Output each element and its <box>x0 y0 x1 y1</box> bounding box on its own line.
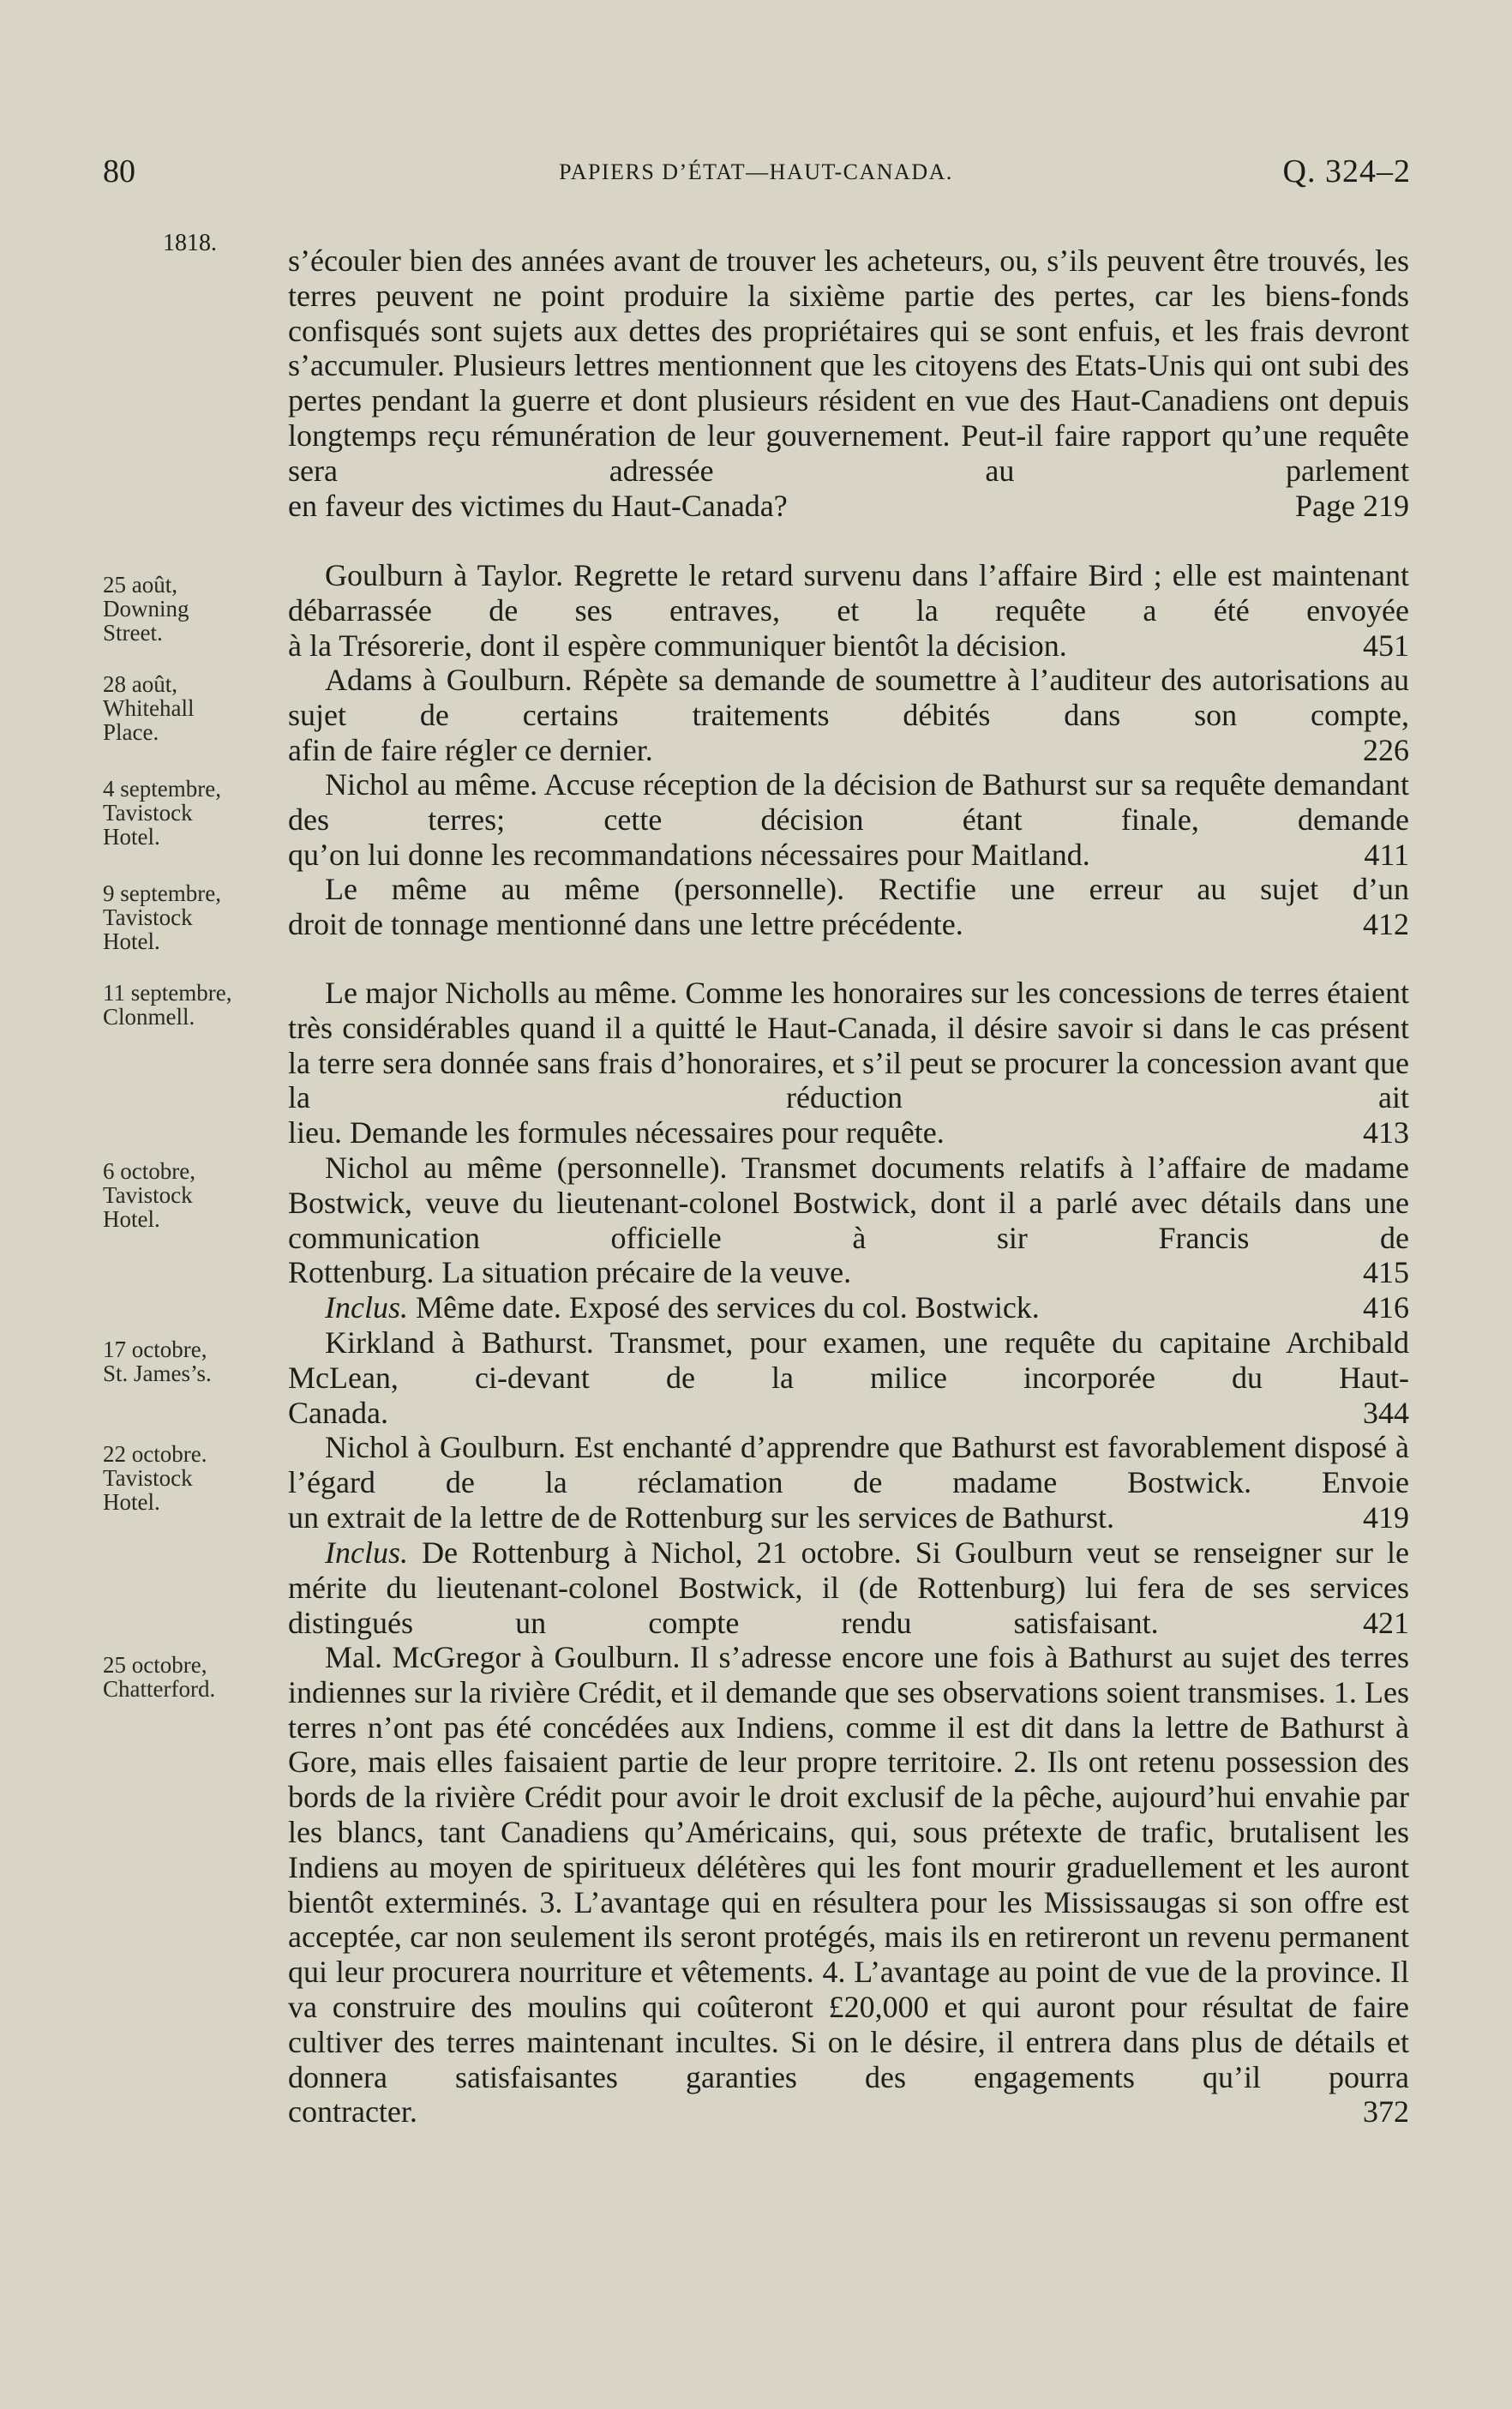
entry-page-ref: 412 <box>1363 906 1409 941</box>
entry-page-ref: 226 <box>1363 732 1409 767</box>
entry-2 <box>288 663 1409 767</box>
intro-last-line <box>288 489 1409 524</box>
margin-place: St. James’s. <box>103 1361 212 1386</box>
entry-text: De Rottenburg à Nichol, 21 octobre. Si Goulburn veut se renseigner sur le mérite du lieutenant-colonel Bostwick, il (de Rottenburg) lui fera de ses services distingués un compte rendu satisfaisant. <box>288 1535 1409 1640</box>
margin-place: Tavistock <box>103 1465 193 1491</box>
entry-last-line <box>288 1255 1409 1290</box>
entry-last-text: afin de faire régler ce dernier. <box>288 732 653 767</box>
entry-last-text: qu’on lui donne les recommandations nécessaires pour Maitland. <box>288 837 1090 872</box>
entry-last-text: Rottenburg. La situation précaire de la veuve. <box>288 1255 852 1290</box>
entry-4 <box>288 872 1409 942</box>
entry-text: Nichol au même (personnelle). Transmet documents relatifs à l’affaire de madame Bostwick, veuve du lieutenant-colonel Bostwick, dont il a parlé avec détails dans une communication officielle à sir Francis de <box>288 1150 1409 1255</box>
entry-text: Le major Nicholls au même. Comme les honoraires sur les concessions de terres étaient très considérables quand il a quitté le Haut-Canada, il désire savoir si dans le cas présent la terre sera donnée sans frais d’honoraires, et s’il peut se procurer la concession avant que la réduction ait <box>288 976 1409 1115</box>
margin-date: 22 octobre. <box>103 1441 207 1467</box>
margin-note-4 <box>103 881 283 953</box>
margin-date: 11 septembre, <box>103 980 232 1006</box>
entry-page-ref: 451 <box>1363 628 1409 663</box>
entry-last-line <box>288 1115 1409 1150</box>
entry-9 <box>288 1430 1409 1535</box>
margin-note-11 <box>103 1653 283 1701</box>
entry-intro <box>288 243 1409 523</box>
entry-last-text: Canada. <box>288 1395 388 1430</box>
entry-last-line <box>288 2094 1409 2130</box>
margin-note-1 <box>103 573 283 645</box>
entry-text: Nichol à Goulburn. Est enchanté d’apprendre que Bathurst est favorablement disposé à l’égard de la réclamation de madame Bostwick. Envoie <box>288 1430 1409 1499</box>
year-label: 1818. <box>163 230 217 256</box>
entry-page-ref: 419 <box>1363 1499 1409 1535</box>
entry-page-ref: 411 <box>1364 837 1409 872</box>
entry-page-ref: 413 <box>1363 1115 1409 1150</box>
margin-note-8 <box>103 1337 283 1385</box>
inclus-label: Inclus. <box>325 1535 408 1570</box>
entry-last-line <box>288 1500 1409 1535</box>
page-number: 80 <box>103 153 135 189</box>
entry-text: Nichol au même. Accuse réception de la décision de Bathurst sur sa requête demandant des terres; cette décision étant finale, demande <box>288 767 1409 837</box>
entry-line-wrap <box>325 1290 1040 1325</box>
entry-last-text: un extrait de la lettre de de Rottenburg sur les services de Bathurst. <box>288 1499 1115 1535</box>
margin-date: 6 octobre, <box>103 1158 195 1184</box>
margin-note-6 <box>103 1159 283 1231</box>
margin-date: 28 août, <box>103 671 177 697</box>
entry-text-wrap <box>288 1535 1409 1640</box>
margin-note-5 <box>103 981 283 1029</box>
entry-5 <box>288 976 1409 1150</box>
archive-reference: Q. 324–2 <box>1282 153 1411 189</box>
margin-place: Clonmell. <box>103 1004 195 1030</box>
entry-last-text: droit de tonnage mentionné dans une lettre précédente. <box>288 906 963 941</box>
page-header <box>0 153 1512 195</box>
margin-note-2 <box>103 672 283 744</box>
margin-place: Tavistock <box>103 1182 193 1208</box>
margin-place: Hotel. <box>103 928 160 954</box>
margin-place: Hotel. <box>103 1489 160 1515</box>
entry-page-ref: 415 <box>1363 1255 1409 1290</box>
entry-text: Goulburn à Taylor. Regrette le retard survenu dans l’affaire Bird ; elle est maintenant débarrassée de ses entraves, et la requête a été envoyée <box>288 558 1409 628</box>
entry-page-ref: 344 <box>1363 1395 1409 1430</box>
intro-text: s’écouler bien des années avant de trouver les acheteurs, ou, s’ils peuvent être trouvés, les terres peuvent ne point produire la sixième partie des pertes, car les biens-fonds confisqués sont sujets aux dettes des propriétaires qui se sont enfuis, et les frais devront s’accumuler. Plusieurs lettres mentionnent que les citoyens des Etats-Unis qui ont subi des pertes pendant la guerre et dont plusieurs résident en vue des Haut-Canadiens ont depuis longtemps reçu rémunération de leur gouvernement. Peut-il faire rapport qu’une requête sera adressée au parlement <box>288 243 1409 488</box>
entry-6 <box>288 1150 1409 1290</box>
margin-place: Tavistock <box>103 800 193 826</box>
margin-date: 4 septembre, <box>103 776 221 802</box>
entry-last-line <box>288 628 1409 664</box>
margin-date: 25 octobre, <box>103 1652 207 1678</box>
intro-last-text: en faveur des victimes du Haut-Canada? <box>288 488 788 523</box>
entry-3 <box>288 767 1409 872</box>
entry-page-ref: 416 <box>1363 1290 1409 1325</box>
entry-8 <box>288 1325 1409 1430</box>
entry-11 <box>288 1640 1409 2130</box>
margin-place: Tavistock <box>103 904 193 930</box>
entry-last-line <box>288 1396 1409 1431</box>
margin-date: 17 octobre, <box>103 1337 207 1362</box>
entry-last-text: lieu. Demande les formules nécessaires pour requête. <box>288 1115 945 1150</box>
entry-last-line <box>288 733 1409 768</box>
entry-page-ref: 372 <box>1363 2094 1409 2130</box>
entry-last-line <box>288 1290 1409 1325</box>
margin-date: 25 août, <box>103 572 177 598</box>
entry-text: Mal. McGregor à Goulburn. Il s’adresse encore une fois à Bathurst au sujet des terres indiennes sur la rivière Crédit, et il demande que ses observations soient transmises. 1. Les terres n’ont pas été concédées aux Indiens, comme il est dit dans la lettre de Bathurst à Gore, mais elles faisaient partie de leur propre territoire. 2. Ils ont retenu possession des bords de la rivière Crédit pour avoir le droit exclusif de la pêche, aujourd’hui envahie par les blancs, tant Canadiens qu’Américains, qui, sous prétexte de trafic, brutalisent les Indiens au moyen de spiritueux délétères qui les font mourir graduellement et les auront bientôt exterminés. 3. L’avantage qui en résultera pour les Mississaugas si son offre est acceptée, car non seulement ils seront protégés, mais ils en retireront un revenu permanent qui leur procurera nourriture et vêtements. 4. L’avantage au point de vue de la province. Il va construire des moulins qui coûteront £20,000 et qui auront pour résultat de faire cultiver des terres maintenant incultes. Si on le désire, il entrera dans plus de détails et donnera satisfaisantes garanties des engagements qu’il pourra <box>288 1640 1409 2094</box>
margin-place: Whitehall <box>103 695 195 721</box>
entry-last-text: contracter. <box>288 2094 417 2130</box>
inclus-label: Inclus. <box>325 1290 408 1325</box>
margin-place: Hotel. <box>103 824 160 850</box>
entry-text: Adams à Goulburn. Répète sa demande de soumettre à l’auditeur des autorisations au sujet de certains traitements débités dans son compte, <box>288 663 1409 732</box>
margin-place: Chatterford. <box>103 1676 216 1702</box>
intro-page-ref: Page 219 <box>1295 488 1409 523</box>
margin-place: Downing <box>103 596 189 622</box>
margin-place: Place. <box>103 719 159 745</box>
entry-text: Le même au même (personnelle). Rectifie une erreur au sujet d’un <box>325 872 1409 906</box>
entry-last-line <box>288 838 1409 873</box>
entry-last-line <box>288 907 1409 942</box>
margin-place: Hotel. <box>103 1206 160 1232</box>
entry-text: Kirkland à Bathurst. Transmet, pour examen, une requête du capitaine Archibald McLean, ci-devant de la milice incorporée du Haut- <box>288 1325 1409 1395</box>
entry-page-ref: 421 <box>1363 1605 1409 1640</box>
entry-7-inclus <box>288 1290 1409 1325</box>
entry-last-text: à la Trésorerie, dont il espère communiquer bientôt la décision. <box>288 628 1067 663</box>
margin-date: 9 septembre, <box>103 880 221 906</box>
margin-note-3 <box>103 777 283 849</box>
entry-10-inclus <box>288 1535 1409 1640</box>
margin-note-9 <box>103 1442 283 1514</box>
entry-last-text: Même date. Exposé des services du col. Bostwick. <box>415 1290 1040 1325</box>
running-title: PAPIERS D’ÉTAT—HAUT-CANADA. <box>559 159 953 184</box>
margin-place: Street. <box>103 620 163 646</box>
entry-1 <box>288 558 1409 663</box>
